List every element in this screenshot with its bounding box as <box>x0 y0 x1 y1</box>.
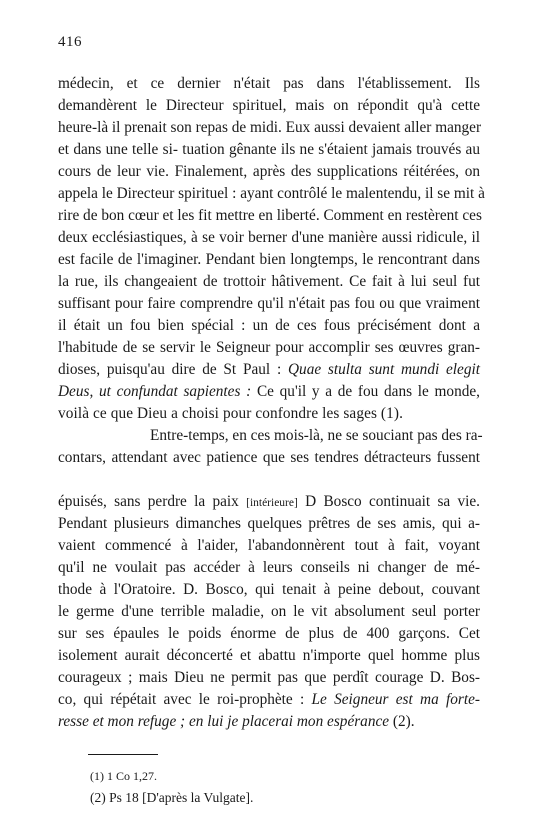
text-line: contars, attendant avec patience que ses tendres détracteurs fussent <box>58 449 480 466</box>
editorial-insertion: [intérieure] <box>246 497 298 509</box>
text-line: l'habitude de se servir le Seigneur pour accomplir ses œuvres gran- <box>58 339 480 356</box>
text-line: qu'il ne voulait pas accéder à leurs conseils ni changer de mé- <box>58 559 480 576</box>
text-line: sur ses épaules le poids énorme de plus de 400 garçons. Cet <box>58 625 480 642</box>
footnote-2: (2) Ps 18 [D'après la Vulgate]. <box>90 790 254 805</box>
latin-quote: Deus, ut confundat sapientes : <box>58 383 252 400</box>
text-run: courageux ; mais Dieu ne permit pas que perdît courage D. Bos- <box>58 669 480 686</box>
text-line: le germe d'une terrible maladie, on le vit absolument seul porter <box>58 603 480 620</box>
text-line <box>58 668 480 688</box>
text-run: co, qui répétait avec le roi-prophète : <box>58 691 305 708</box>
text-line <box>58 382 480 402</box>
text-run: épuisés, sans perdre la paix <box>58 493 239 510</box>
text-line <box>58 690 480 710</box>
text-line: est facile de l'imaginer. Pendant bien longtemps, le rencontrant dans <box>58 251 480 268</box>
text-line: Entre-temps, en ces mois-là, ne se souciant pas des ra- <box>150 427 483 444</box>
text-line: isolement aurait déconcerté et abattu n'importe quel homme plus <box>58 647 480 664</box>
footnote-separator <box>88 754 158 755</box>
scripture-quote: Le Seigneur est ma forte- <box>311 691 480 708</box>
text-line <box>58 492 480 512</box>
text-line <box>58 712 480 732</box>
text-run: (2). <box>392 713 415 730</box>
text-line: voilà ce que Dieu a choisi pour confondre les sages (1). <box>58 405 403 422</box>
text-run: Ce qu'il y a de fou dans le monde, <box>256 383 480 400</box>
text-line: appela le Directeur spirituel : ayant contrôlé le malentendu, il se mit à <box>58 185 485 202</box>
latin-quote: Quae stulta sunt mundi elegit <box>288 361 480 378</box>
text-line: médecin, et ce dernier n'était pas dans l'établissement. Ils <box>58 75 480 92</box>
text-line <box>58 360 480 380</box>
text-line: demandèrent le Directeur spirituel, mais on répondit qu'à cette <box>58 97 480 114</box>
text-line: vaient commencé à l'aider, l'abandonnèrent tout à fait, voyant <box>58 537 480 554</box>
text-line: thode à l'Oratoire. D. Bosco, qui tenait à peine debout, couvant <box>58 581 480 598</box>
text-line: suffisant pour faire comprendre qu'il n'était pas fou ou que vraiment <box>58 295 480 312</box>
text-line: et dans une telle si- tuation gênante ils ne s'étaient jamais trouvés au <box>58 141 480 158</box>
text-line: la rue, ils changeaient de trottoir hâtivement. Ce fait à lui seul fut <box>58 273 480 290</box>
text-run: D Bosco continuait sa vie. <box>305 493 481 510</box>
text-line: deux ecclésiastiques, à se voir berner d'une manière aussi ridicule, il <box>58 229 480 246</box>
text-line: il était un fou bien spécial : un de ces fous précisément dont a <box>58 317 480 334</box>
text-line: rire de bon cœur et les fit mettre en liberté. Comment en restèrent ces <box>58 207 482 224</box>
text-run: dioses, puisqu'au dire de St Paul : <box>58 361 282 378</box>
footnote-1: (1) 1 Co 1,27. <box>90 769 157 783</box>
page-number: 416 <box>58 34 82 50</box>
text-line: cours de leur vie. Finalement, après des supplications réitérées, on <box>58 163 480 180</box>
scripture-quote: resse et mon refuge ; en lui je placerai mon espérance <box>58 713 390 730</box>
text-line: Pendant plusieurs dimanches quelques prêtres de ses amis, qui a- <box>58 515 480 532</box>
text-line: heure-là il prenait son repas de midi. Eux aussi devaient aller manger <box>58 119 482 136</box>
